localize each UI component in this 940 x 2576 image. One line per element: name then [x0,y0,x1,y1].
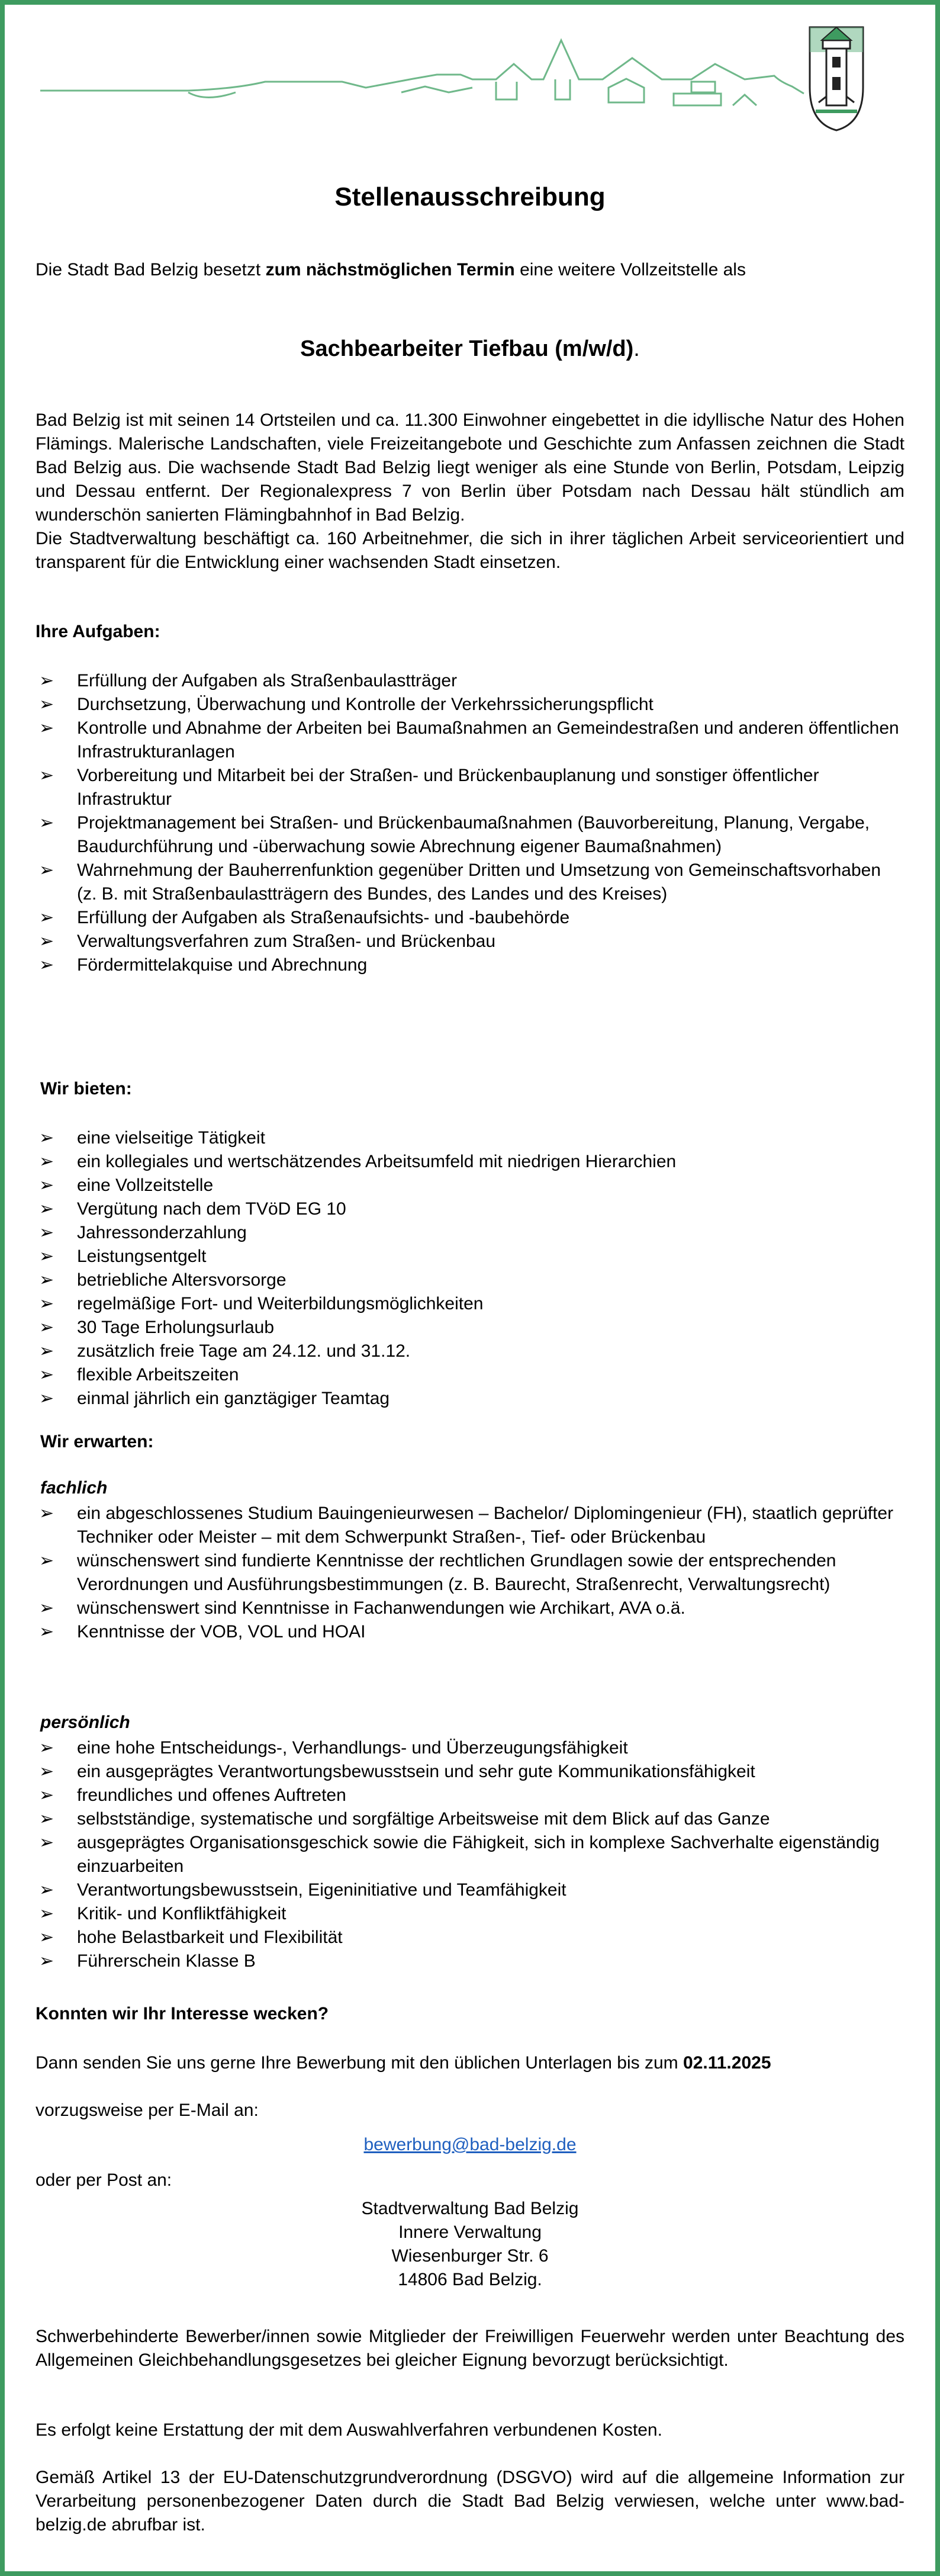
description [36,409,904,574]
arrow-bullet-icon: ➢ [39,1809,54,1829]
arrow-bullet-icon: ➢ [39,1904,54,1923]
list-item-text: Leistungsentgelt [77,1247,207,1266]
list-item-text: Kenntnisse der VOB, VOL und HOAI [77,1622,366,1642]
list-item-text: ein kollegiales und wertschätzendes Arbeitsumfeld mit niedrigen Hierarchien [77,1152,677,1171]
arrow-bullet-icon: ➢ [39,1738,54,1758]
list-item-text: ein ausgeprägtes Verantwortungsbewusstsein und sehr gute Kommunikationsfähigkeit [77,1762,755,1781]
professional-list [36,1502,904,1644]
list-item-text: Kontrolle und Abnahme der Arbeiten bei Baumaßnahmen an Gemeindestraßen und anderen öffentlichen Infrastrukturanlagen [77,718,899,762]
arrow-bullet-icon: ➢ [39,1951,54,1971]
list-item-text: ausgeprägtes Organisationsgeschick sowie die Fähigkeit, sich in komplexe Sachverhalte eigenständig einzuarbeiten [77,1833,880,1876]
arrow-bullet-icon: ➢ [39,766,54,785]
arrow-bullet-icon: ➢ [39,1365,54,1385]
list-item [36,669,904,693]
list-item [36,1340,904,1363]
footer-disability-notice: Schwerbehinderte Bewerber/innen sowie Mitglieder der Freiwilligen Feuerwehr werden unter Beachtung des Allgemeinen Gleichbehandlungsgesetzes bei gleicher Eignung bevorzugt berücksichtigt. [36,2327,904,2370]
list-item-text: hohe Belastbarkeit und Flexibilität [77,1928,343,1947]
list-item [36,1221,904,1245]
arrow-bullet-icon: ➢ [39,1223,54,1242]
list-item [36,1502,904,1549]
arrow-bullet-icon: ➢ [39,1128,54,1148]
job-title [36,336,904,362]
arrow-bullet-icon: ➢ [39,1199,54,1219]
arrow-bullet-icon: ➢ [39,860,54,880]
list-item-text: eine Vollzeitstelle [77,1175,214,1195]
list-item [36,1831,904,1878]
arrow-bullet-icon: ➢ [39,1318,54,1337]
list-item-text: Fördermittelakquise und Abrechnung [77,955,368,975]
list-item [36,1736,904,1760]
list-item-text: Vergütung nach dem TVöD EG 10 [77,1199,346,1219]
address-line: Wiesenburger Str. 6 [391,2246,549,2266]
list-item [36,1597,904,1620]
list-item [36,764,904,811]
list-item [36,1363,904,1387]
arrow-bullet-icon: ➢ [39,1928,54,1947]
list-item-text: wünschenswert sind fundierte Kenntnisse der rechtlichen Grundlagen sowie der entsprechenden Verordnungen und Ausführungsbestimmungen (z. B. Baurecht, Straßenrecht, Verwaltungsrecht) [77,1551,836,1594]
arrow-bullet-icon: ➢ [39,1341,54,1361]
header-illustration [11,23,934,135]
list-item-text: Projektmanagement bei Straßen- und Brückenbaumaßnahmen (Bauvorbereitung, Planung, Vergabe, Baudurchführung und -überwachung sowie Abrechnung eigener Baumaßnahmen) [77,813,870,856]
arrow-bullet-icon: ➢ [39,1880,54,1900]
offers-list [36,1126,904,1411]
interest-question: Konnten wir Ihr Interesse wecken? [36,2004,329,2023]
deadline: 02.11.2025 [683,2053,771,2073]
list-item-text: 30 Tage Erholungsurlaub [77,1318,275,1337]
arrow-bullet-icon: ➢ [39,908,54,927]
list-item-text: ein abgeschlossenes Studium Bauingenieurwesen – Bachelor/ Diplomingenieur (FH), staatlich geprüfter Techniker oder Meister – mit dem Schwerpunkt Straßen-, Tief- oder Brückenbau [77,1504,894,1547]
tasks-heading: Ihre Aufgaben: [36,622,160,641]
arrow-bullet-icon: ➢ [39,813,54,833]
list-item-text: eine vielseitige Tätigkeit [77,1128,265,1148]
list-item [36,906,904,930]
list-item-text: Vorbereitung und Mitarbeit bei der Straßen- und Brückenbauplanung und sonstiger öffentlicher Infrastruktur [77,766,819,809]
job-title-text: Sachbearbeiter Tiefbau (m/w/d) [300,336,634,361]
list-item-text: regelmäßige Fort- und Weiterbildungsmöglichkeiten [77,1294,484,1313]
list-item-text: eine hohe Entscheidungs-, Verhandlungs- und Überzeugungsfähigkeit [77,1738,628,1758]
list-item [36,953,904,977]
arrow-bullet-icon: ➢ [39,1504,54,1523]
footer-privacy-notice: Gemäß Artikel 13 der EU-Datenschutzgrundverordnung (DSGVO) wird auf die allgemeine Information zur Verarbeitung personenbezogener Daten durch die Stadt Bad Belzig verwiesen, welche unter www.bad-belzig.de abrufbar ist. [36,2468,904,2535]
list-item [36,1760,904,1784]
list-item [36,717,904,764]
list-item-text: Verwaltungsverfahren zum Straßen- und Brückenbau [77,932,496,951]
list-item-text: Jahressonderzahlung [77,1223,247,1242]
list-item-text: Kritik- und Konfliktfähigkeit [77,1904,286,1923]
list-item [36,930,904,953]
bad-belzig-coat-of-arms-icon [810,27,863,130]
arrow-bullet-icon: ➢ [39,955,54,975]
list-item [36,1316,904,1340]
arrow-bullet-icon: ➢ [39,1247,54,1266]
address-line: 14806 Bad Belzig. [398,2270,542,2289]
send-pre: Dann senden Sie uns gerne Ihre Bewerbung mit den üblichen Unterlagen bis zum [36,2053,684,2073]
list-item [36,1784,904,1807]
list-item [36,1549,904,1597]
arrow-bullet-icon: ➢ [39,1389,54,1408]
arrow-bullet-icon: ➢ [39,1175,54,1195]
arrow-bullet-icon: ➢ [39,1762,54,1781]
town-skyline-icon [40,40,804,105]
list-item-text: betriebliche Altersvorsorge [77,1270,286,1290]
list-item [36,1926,904,1949]
page-title: Stellenausschreibung [334,182,606,211]
list-item-text: freundliches und offenes Auftreten [77,1785,346,1805]
arrow-bullet-icon: ➢ [39,1294,54,1313]
list-item [36,1387,904,1411]
list-item [36,1245,904,1268]
list-item-text: Erfüllung der Aufgaben als Straßenaufsichts- und -baubehörde [77,908,570,927]
list-item [36,1878,904,1902]
arrow-bullet-icon: ➢ [39,1622,54,1642]
description-paragraph-1: Bad Belzig ist mit seinen 14 Ortsteilen und ca. 11.300 Einwohner eingebettet in die idyllische Natur des Hohen Flämings. Malerische Landschaften, viele Freizeitangebote und Geschichte zum Anfassen zeichnen die Stadt Bad Belzig aus. Die wachsende Stadt Bad Belzig liegt weniger als eine Stunde von Berlin, Potsdam, Leipzig und Dessau entfernt. Der Regionalexpress 7 von Berlin über Potsdam nach Dessau hält stündlich am wunderschön sanierten Flämingbahnhof in Bad Belzig. [36,410,904,525]
list-item-text: Wahrnehmung der Bauherrenfunktion gegenüber Dritten und Umsetzung von Gemeinschaftsvorhaben (z. B. mit Straßenbaulastträgern des Bundes, des Landes und des Kreises) [77,860,881,904]
list-item-text: Durchsetzung, Überwachung und Kontrolle der Verkehrssicherungspflicht [77,695,654,714]
personal-heading: persönlich [40,1713,130,1732]
arrow-bullet-icon: ➢ [39,1270,54,1290]
description-paragraph-2: Die Stadtverwaltung beschäftigt ca. 160 Arbeitnehmer, die sich in ihrer täglichen Arbeit serviceorientiert und transparent für die Entwicklung einer wachsenden Stadt einsetzen. [36,529,904,572]
list-item [36,1150,904,1174]
list-item-text: Verantwortungsbewusstsein, Eigeninitiative und Teamfähigkeit [77,1880,566,1900]
list-item-text: wünschenswert sind Kenntnisse in Fachanwendungen wie Archikart, AVA o.ä. [77,1598,685,1618]
list-item [36,1292,904,1316]
professional-heading: fachlich [40,1478,108,1498]
email-label: vorzugsweise per E-Mail an: [36,2100,259,2120]
footer-cost-notice: Es erfolgt keine Erstattung der mit dem Auswahlverfahren verbundenen Kosten. [36,2420,662,2440]
list-item [36,1174,904,1197]
tasks-list [36,669,904,977]
job-title-suffix: . [633,336,640,361]
intro-post: eine weitere Vollzeitstelle als [514,260,746,280]
arrow-bullet-icon: ➢ [39,1551,54,1570]
offers-heading: Wir bieten: [40,1079,132,1099]
list-item [36,859,904,906]
intro-bold: zum nächstmöglichen Termin [265,260,515,280]
arrow-bullet-icon: ➢ [39,671,54,690]
list-item [36,1197,904,1221]
arrow-bullet-icon: ➢ [39,1833,54,1852]
arrow-bullet-icon: ➢ [39,932,54,951]
arrow-bullet-icon: ➢ [39,1598,54,1618]
list-item [36,1902,904,1926]
send-sentence [36,2051,904,2075]
personal-list [36,1736,904,1973]
list-item [36,1949,904,1973]
list-item-text: flexible Arbeitszeiten [77,1365,239,1385]
intro-sentence [36,258,904,282]
arrow-bullet-icon: ➢ [39,718,54,738]
list-item [36,1268,904,1292]
email-line [36,2133,904,2157]
list-item [36,1126,904,1150]
list-item-text: selbstständige, systematische und sorgfältige Arbeitsweise mit dem Blick auf das Ganze [77,1809,770,1829]
address-line: Stadtverwaltung Bad Belzig [361,2199,579,2218]
address-line: Innere Verwaltung [398,2222,542,2242]
list-item [36,1807,904,1831]
list-item-text: Führerschein Klasse B [77,1951,256,1971]
list-item [36,1620,904,1644]
list-item [36,693,904,717]
list-item [36,811,904,859]
postal-address [36,2197,904,2292]
arrow-bullet-icon: ➢ [39,695,54,714]
arrow-bullet-icon: ➢ [39,1785,54,1805]
list-item-text: zusätzlich freie Tage am 24.12. und 31.12. [77,1341,411,1361]
list-item-text: einmal jährlich ein ganztägiger Teamtag [77,1389,390,1408]
arrow-bullet-icon: ➢ [39,1152,54,1171]
email-link[interactable]: bewerbung@bad-belzig.de [363,2135,577,2154]
list-item-text: Erfüllung der Aufgaben als Straßenbaulastträger [77,671,458,690]
expect-heading: Wir erwarten: [40,1432,154,1451]
post-label: oder per Post an: [36,2170,172,2190]
intro-pre: Die Stadt Bad Belzig besetzt [36,260,266,280]
